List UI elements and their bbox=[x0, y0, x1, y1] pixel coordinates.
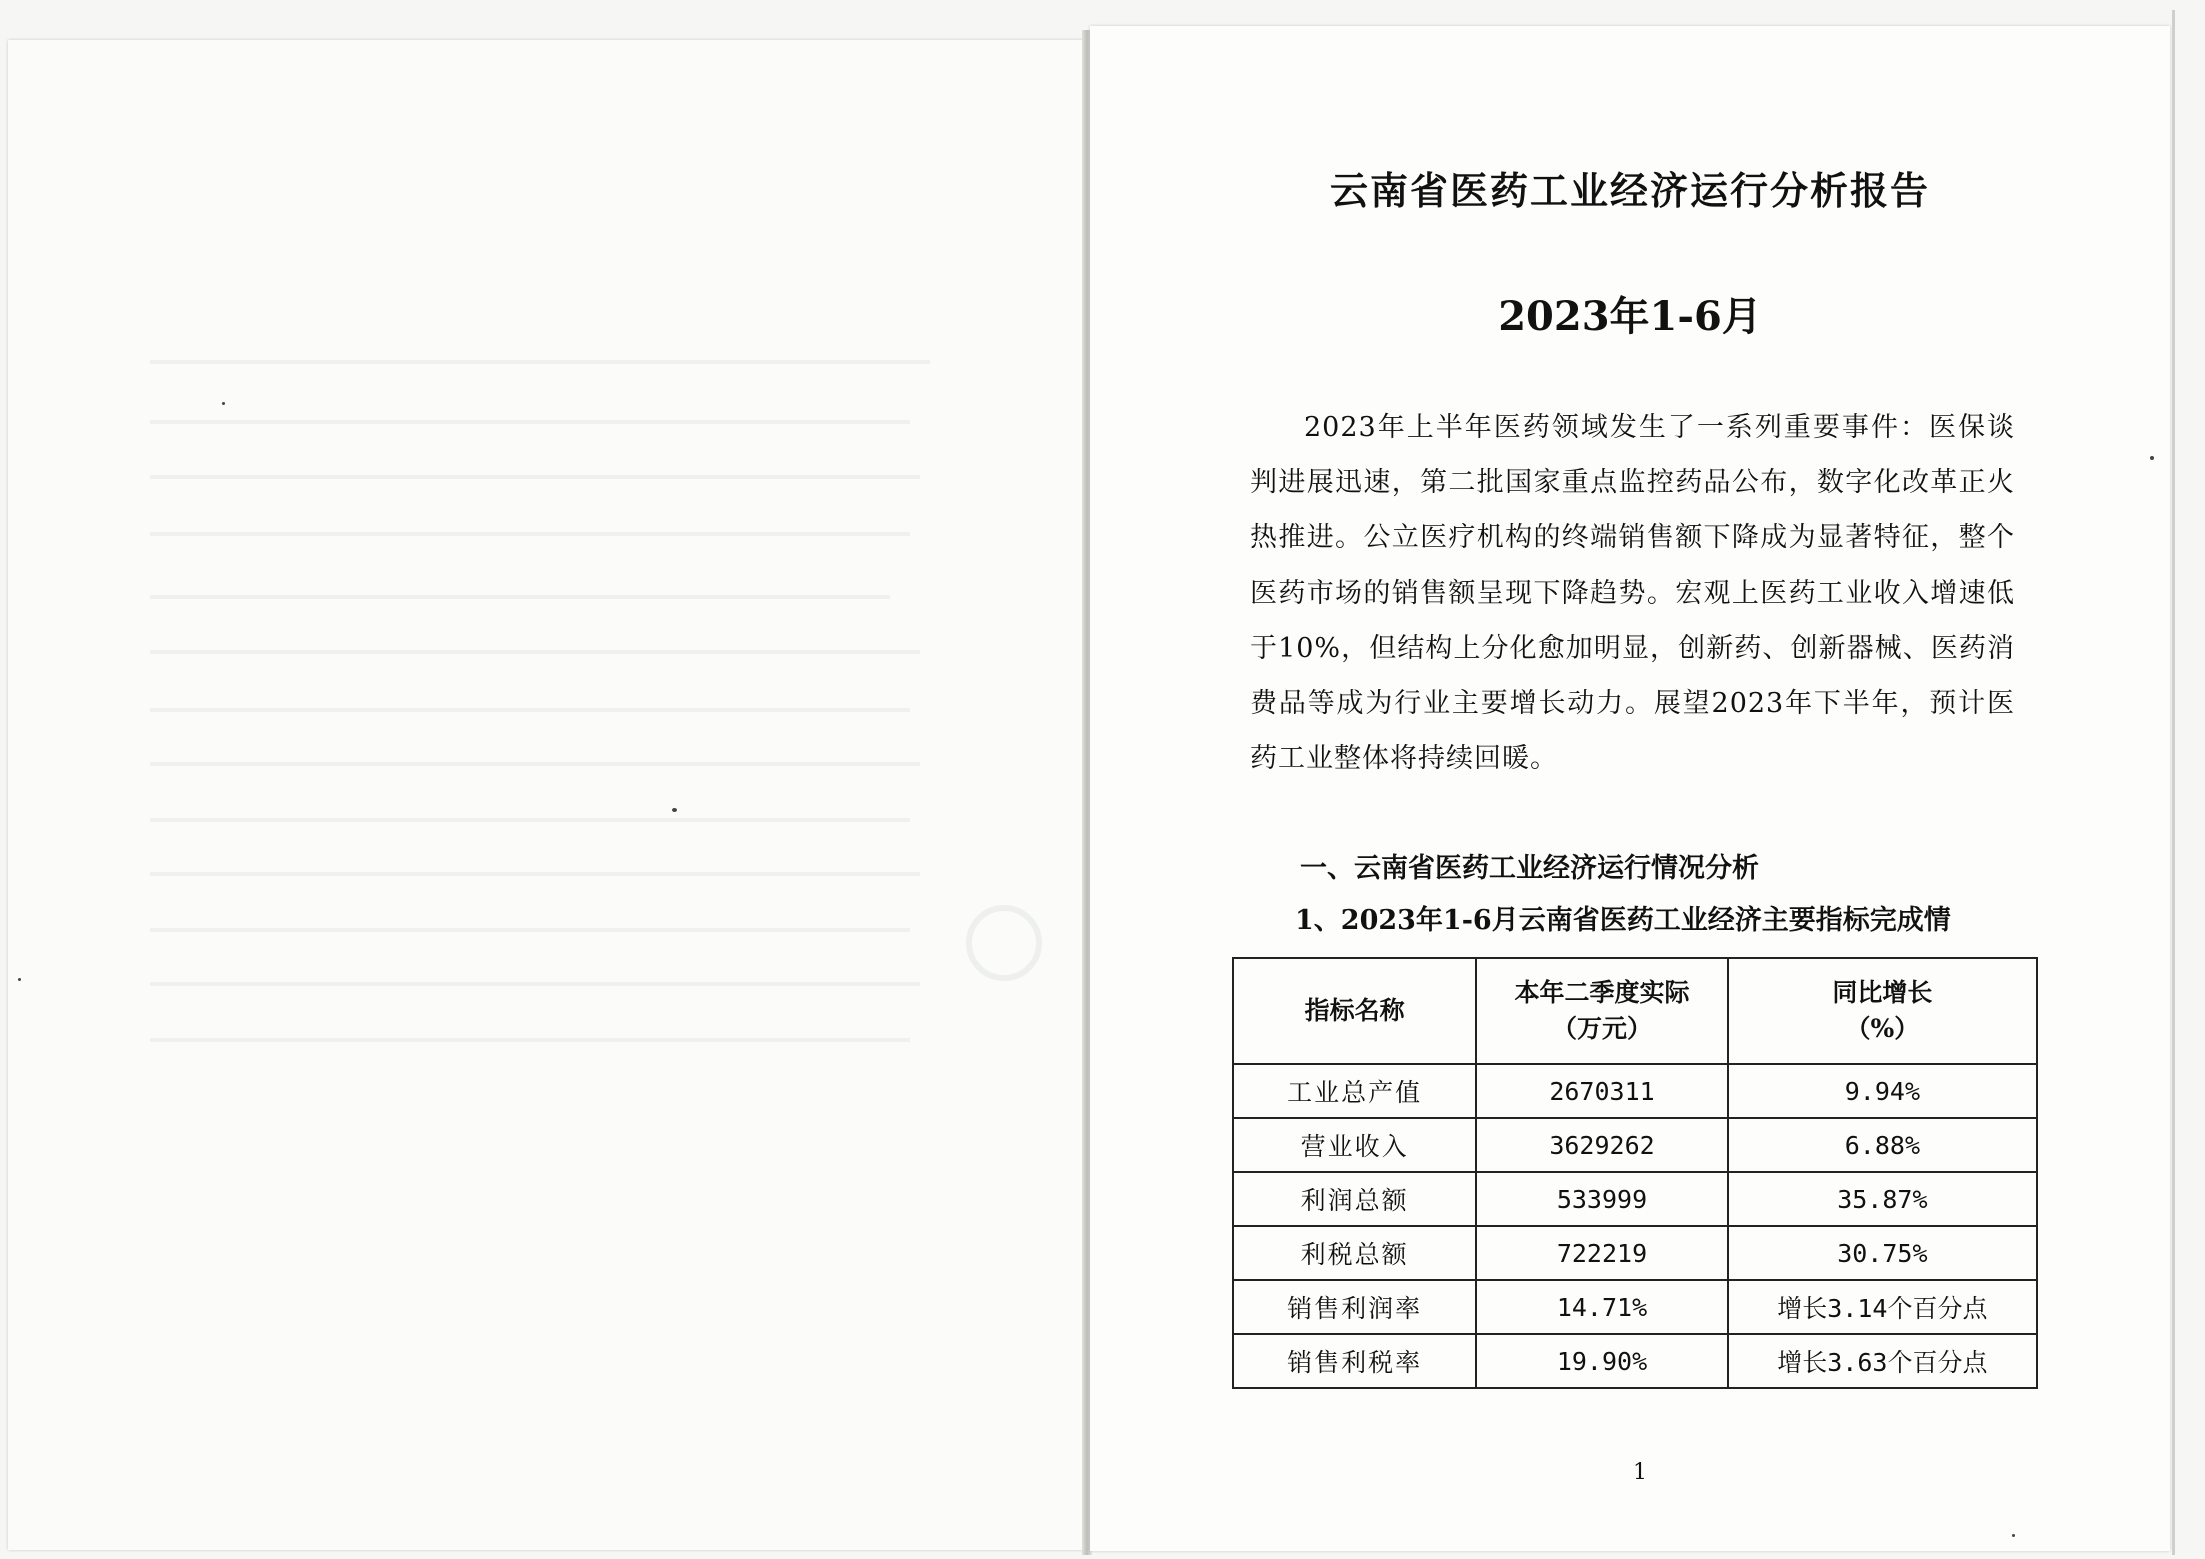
bleed-through-line bbox=[150, 595, 890, 599]
indicator-actual: 3629262 bbox=[1476, 1118, 1727, 1172]
bleed-through-line bbox=[150, 532, 910, 536]
scan-speck bbox=[18, 978, 21, 981]
intro-paragraph: 2023年上半年医药领域发生了一系列重要事件：医保谈判进展迅速，第二批国家重点监控药品公布，数字化改革正火热推进。公立医疗机构的终端销售额下降成为显著特征，整个医药市场的销售额呈现下降趋势。宏观上医药工业收入增速低于10%，但结构上分化愈加明显，创新药、创新器械、医药消费品等成为行业主要增长动力。展望2023年下半年，预计医药工业整体将持续回暖。 bbox=[1250, 412, 2015, 775]
indicator-growth: 6.88% bbox=[1728, 1118, 2037, 1172]
table-header-row bbox=[1233, 958, 2037, 1064]
bleed-through-line bbox=[150, 928, 910, 932]
indicator-actual: 722219 bbox=[1476, 1226, 1727, 1280]
bleed-through-line bbox=[150, 475, 920, 479]
bleed-through-line bbox=[150, 982, 920, 986]
page-number: 1 bbox=[1633, 1460, 1647, 1485]
table-caption: 1、2023年1-6月云南省医药工业经济主要指标完成情 bbox=[1295, 905, 1951, 936]
report-title: 云南省医药工业经济运行分析报告 bbox=[1329, 168, 1930, 213]
bleed-through-line bbox=[150, 420, 910, 424]
page-edge bbox=[2172, 10, 2175, 1555]
header-growth-unit: （%） bbox=[1845, 1014, 1920, 1043]
header-actual-label: 本年二季度实际 bbox=[1514, 978, 1690, 1007]
indicator-name: 营业收入 bbox=[1233, 1118, 1476, 1172]
indicator-name: 利润总额 bbox=[1233, 1172, 1476, 1226]
header-actual-unit: （万元） bbox=[1551, 1014, 1652, 1043]
bleed-through-line bbox=[150, 1038, 910, 1042]
indicator-name: 销售利税率 bbox=[1233, 1334, 1476, 1388]
scan-speck bbox=[672, 808, 677, 812]
indicator-actual: 14.71% bbox=[1476, 1280, 1727, 1334]
table-row bbox=[1233, 1280, 2037, 1334]
header-actual bbox=[1476, 958, 1727, 1064]
bleed-through-line bbox=[150, 360, 930, 364]
indicator-name: 利税总额 bbox=[1233, 1226, 1476, 1280]
bleed-through-stamp bbox=[966, 905, 1042, 981]
report-period: 2023年1-6月 bbox=[1498, 293, 1762, 340]
table-row bbox=[1233, 1064, 2037, 1118]
bleed-through-line bbox=[150, 818, 910, 822]
indicator-growth: 增长3.14个百分点 bbox=[1728, 1280, 2037, 1334]
indicator-actual: 19.90% bbox=[1476, 1334, 1727, 1388]
scan-speck bbox=[2012, 1534, 2015, 1537]
table-row bbox=[1233, 1118, 2037, 1172]
table-row bbox=[1233, 1334, 2037, 1388]
scan-speck bbox=[2150, 456, 2154, 460]
header-growth bbox=[1728, 958, 2037, 1064]
indicator-actual: 2670311 bbox=[1476, 1064, 1727, 1118]
bleed-through-line bbox=[150, 708, 910, 712]
indicator-name: 销售利润率 bbox=[1233, 1280, 1476, 1334]
indicator-growth: 30.75% bbox=[1728, 1226, 2037, 1280]
header-indicator-name bbox=[1233, 958, 1476, 1064]
indicator-growth: 35.87% bbox=[1728, 1172, 2037, 1226]
bleed-through-line bbox=[150, 762, 920, 766]
indicators-table bbox=[1232, 957, 2038, 1389]
header-indicator-name-text: 指标名称 bbox=[1304, 996, 1405, 1025]
bleed-through-line bbox=[150, 650, 920, 654]
table-row bbox=[1233, 1172, 2037, 1226]
bleed-through-line bbox=[150, 872, 920, 876]
table-row bbox=[1233, 1226, 2037, 1280]
left-page bbox=[8, 40, 1086, 1550]
section-heading: 一、云南省医药工业经济运行情况分析 bbox=[1300, 853, 1759, 884]
scan-speck bbox=[222, 402, 225, 405]
indicator-growth: 增长3.63个百分点 bbox=[1728, 1334, 2037, 1388]
header-growth-label: 同比增长 bbox=[1832, 978, 1933, 1007]
indicator-name: 工业总产值 bbox=[1233, 1064, 1476, 1118]
indicator-actual: 533999 bbox=[1476, 1172, 1727, 1226]
indicator-growth: 9.94% bbox=[1728, 1064, 2037, 1118]
